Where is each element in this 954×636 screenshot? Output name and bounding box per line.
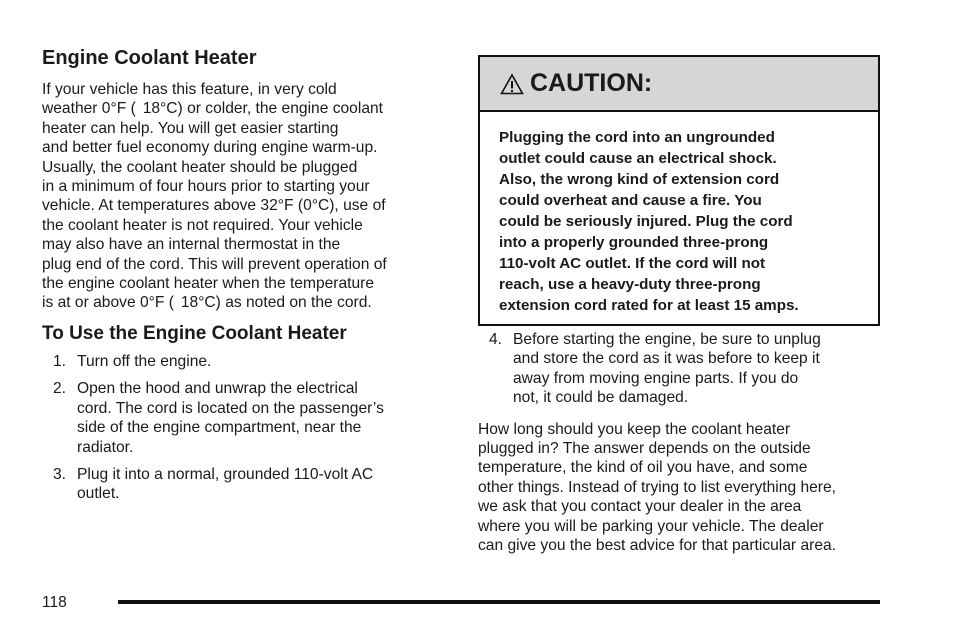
text-line: can give you the best advice for that particular area. bbox=[478, 537, 836, 555]
page-number: 118 bbox=[42, 594, 67, 611]
closing-paragraph bbox=[478, 420, 880, 556]
text-line: How long should you keep the coolant heater bbox=[478, 420, 791, 438]
text-line: may also have an internal thermostat in the bbox=[42, 236, 341, 254]
text-line: Usually, the coolant heater should be plugged bbox=[42, 158, 358, 176]
text-line: where you will be parking your vehicle. The dealer bbox=[478, 517, 824, 535]
text-line: and better fuel economy during engine warm-up. bbox=[42, 139, 378, 157]
list-item bbox=[478, 330, 880, 408]
left-column bbox=[42, 44, 447, 512]
right-column bbox=[478, 55, 880, 555]
text-line: Turn off the engine. bbox=[77, 352, 212, 370]
caution-title: CAUTION: bbox=[530, 69, 653, 97]
text-line: could be seriously injured. Plug the cord bbox=[499, 213, 793, 230]
list-item bbox=[42, 352, 447, 371]
caution-box bbox=[478, 55, 880, 326]
list-item bbox=[42, 465, 447, 504]
footer-rule bbox=[118, 600, 880, 604]
list-item bbox=[42, 379, 447, 457]
text-line: plug end of the cord. This will prevent operation of bbox=[42, 255, 387, 273]
text-line: cord. The cord is located on the passenger’s bbox=[77, 399, 384, 417]
text-line: we ask that you contact your dealer in the area bbox=[478, 498, 802, 516]
text-line: plugged in? The answer depends on the outside bbox=[478, 440, 811, 458]
text-line: heater can help. You will get easier starting bbox=[42, 119, 339, 137]
intro-paragraph bbox=[42, 80, 447, 313]
text-line: Plugging the cord into an ungrounded bbox=[499, 129, 775, 146]
step-number: 2. bbox=[53, 380, 67, 398]
text-line: is at or above 0°F ( 18°C) as noted on the cord. bbox=[42, 294, 372, 312]
text-line: and store the cord as it was before to keep it bbox=[513, 350, 820, 368]
step-number: 4. bbox=[489, 331, 503, 348]
text-line: reach, use a heavy-duty three-prong bbox=[499, 276, 761, 293]
text-line: Also, the wrong kind of extension cord bbox=[499, 171, 780, 188]
text-line: could overheat and cause a fire. You bbox=[499, 192, 762, 209]
text-line: weather 0°F ( 18°C) or colder, the engine coolant bbox=[42, 100, 383, 118]
text-line: other things. Instead of trying to list everything here, bbox=[478, 478, 836, 496]
text-line: Open the hood and unwrap the electrical bbox=[77, 380, 358, 398]
warning-triangle-icon bbox=[500, 73, 524, 95]
steps-list-continued bbox=[478, 330, 880, 408]
step-number: 3. bbox=[53, 465, 67, 483]
step-number: 1. bbox=[53, 352, 67, 370]
text-line: temperature, the kind of oil you have, and some bbox=[478, 459, 808, 477]
text-line: in a minimum of four hours prior to starting your bbox=[42, 178, 370, 196]
text-line: If your vehicle has this feature, in very cold bbox=[42, 81, 337, 98]
text-line: 110-volt AC outlet. If the cord will not bbox=[499, 255, 766, 272]
caution-header bbox=[480, 57, 878, 112]
caution-text bbox=[499, 127, 868, 316]
text-line: away from moving engine parts. If you do bbox=[513, 369, 799, 387]
text-line: the engine coolant heater when the temperature bbox=[42, 275, 375, 293]
caution-body bbox=[480, 112, 878, 324]
text-line: side of the engine compartment, near the bbox=[77, 419, 362, 437]
text-line: into a properly grounded three-prong bbox=[499, 234, 769, 251]
text-line: radiator. bbox=[77, 438, 134, 456]
text-line: vehicle. At temperatures above 32°F (0°C), use of bbox=[42, 197, 386, 215]
section-heading: Engine Coolant Heater bbox=[42, 47, 257, 69]
text-line: outlet. bbox=[77, 485, 120, 503]
text-line: the coolant heater is not required. Your vehicle bbox=[42, 216, 363, 234]
text-line: outlet could cause an electrical shock. bbox=[499, 150, 777, 167]
text-line: Before starting the engine, be sure to unplug bbox=[513, 331, 821, 348]
text-line: Plug it into a normal, grounded 110-volt AC bbox=[77, 465, 374, 483]
text-line: not, it could be damaged. bbox=[513, 389, 689, 407]
subsection-heading: To Use the Engine Coolant Heater bbox=[42, 322, 347, 344]
text-line: extension cord rated for at least 15 amps. bbox=[499, 297, 799, 314]
steps-list bbox=[42, 352, 447, 504]
